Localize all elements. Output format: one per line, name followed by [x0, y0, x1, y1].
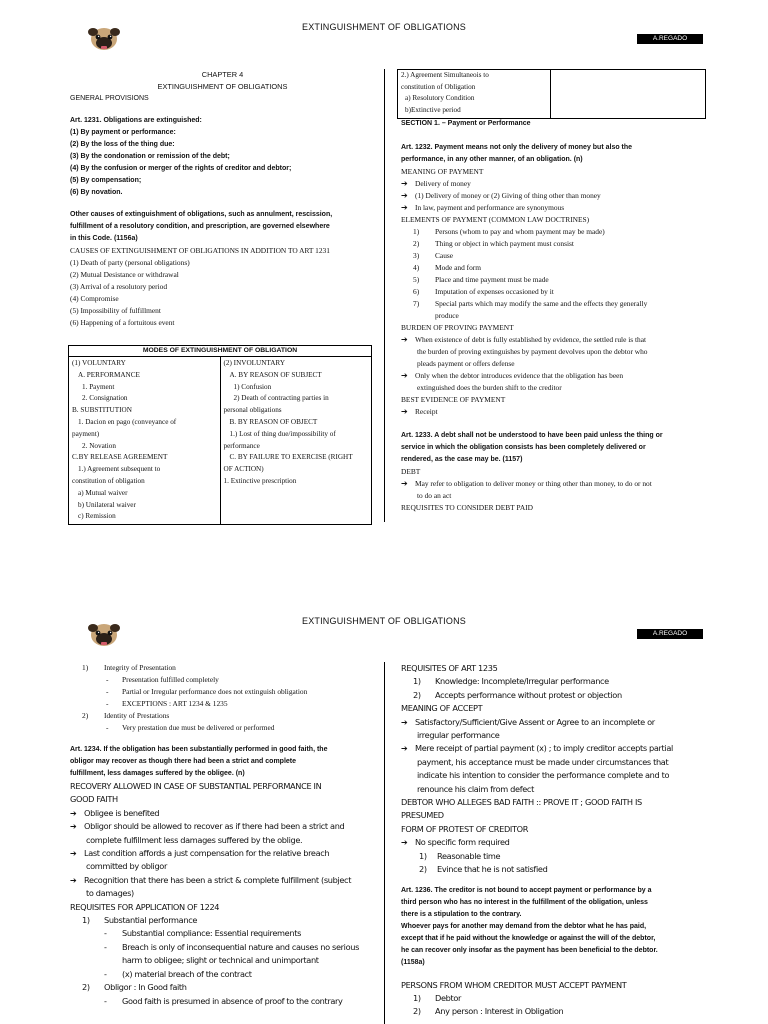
cause-item: (1) Death of party (personal obligations): [70, 258, 190, 267]
element-item: Special parts which may modify the same and the effects they generally: [435, 299, 648, 308]
other-causes-line: fulfillment of a resolutory condition, and prescription, are governed elsewhere: [70, 223, 330, 230]
modes-line: (2) INVOLUNTARY: [223, 359, 286, 367]
art-1233-line: Art. 1233. A debt shall not be understood to have been paid unless the thing or: [401, 432, 663, 439]
recovery-heading: RECOVERY ALLOWED IN CASE OF SUBSTANTIAL PERFORMANCE IN: [70, 781, 322, 791]
arrow-bullet-icon: ➔: [70, 849, 77, 859]
recovery-item: Obligee is benefited: [84, 807, 160, 818]
list-number: 1): [413, 227, 420, 236]
modes-table: [68, 345, 372, 525]
arrow-bullet-icon: ➔: [401, 203, 408, 212]
requisite-item: Substantial compliance: Essential requirements: [122, 928, 301, 939]
section-1-heading: SECTION 1. – Payment or Performance: [401, 120, 531, 127]
causes-heading: CAUSES OF EXTINGUISHMENT OF OBLIGATIONS IN ADDITION TO ART 1231: [70, 246, 330, 255]
requisite-item: Accepts performance without protest or objection: [435, 689, 622, 700]
arrow-bullet-icon: ➔: [401, 717, 408, 727]
requisite-item: Breach is only of inconsequential nature and causes no serious: [122, 941, 359, 952]
modes-line: C. BY FAILURE TO EXERCISE (RIGHT: [229, 453, 353, 462]
pug-dog-logo-icon: [87, 620, 121, 648]
list-number: 2): [413, 239, 420, 248]
list-number: 2): [82, 982, 90, 993]
column-divider: [384, 662, 385, 1024]
element-item: produce: [435, 311, 459, 320]
page1-left-column: [70, 69, 375, 329]
persons-heading: PERSONS FROM WHOM CREDITOR MUST ACCEPT PAYMENT: [401, 979, 627, 990]
meaning-heading: MEANING OF PAYMENT: [401, 167, 484, 176]
chapter-number: CHAPTER 4: [201, 70, 244, 79]
burden-item: When existence of debt is fully established by evidence, the settled rule is that: [415, 335, 647, 344]
list-dash: -: [106, 675, 109, 684]
protest-item: Evince that he is not satisfied: [437, 864, 548, 875]
integrity-item: Partial or Irregular performance does not extinguish obligation: [122, 687, 308, 696]
arrow-bullet-icon: ➔: [70, 875, 77, 885]
meaning-item: (1) Delivery of money or (2) Giving of thing other than money: [415, 191, 601, 200]
arrow-bullet-icon: ➔: [401, 371, 408, 380]
list-dash: -: [104, 941, 107, 952]
modes-line: OF ACTION): [223, 465, 264, 474]
element-item: Thing or object in which payment must consist: [435, 239, 574, 248]
cause-item: (3) Arrival of a resolutory period: [70, 282, 168, 291]
list-number: 1): [82, 663, 89, 672]
list-number: 2): [413, 1006, 421, 1017]
page2-left-column: [70, 662, 375, 1008]
cause-item: (6) Happening of a fortuitous event: [70, 318, 175, 327]
list-number: 2): [82, 711, 89, 720]
other-causes-line: Other causes of extinguishment of obligations, such as annulment, rescission,: [70, 211, 333, 218]
list-number: 5): [413, 275, 420, 284]
bad-faith-heading: PRESUMED: [401, 810, 444, 821]
arrow-bullet-icon: ➔: [401, 407, 408, 416]
person-item: Debtor: [435, 992, 462, 1003]
art-1236-line: (1158a): [401, 958, 425, 966]
meaning-item: In law, payment and performance are synonymous: [415, 203, 565, 212]
table-cell-divider: [550, 70, 551, 118]
recovery-item-cont: committed by obligor: [86, 861, 167, 872]
requisite-item: harm to obligee; slight or technical and unimportant: [122, 955, 319, 966]
recovery-item-cont: complete fulfillment less damages suffered by the oblige.: [86, 834, 303, 845]
modes-line: constitution of Obligation: [401, 82, 476, 91]
protest-item: No specific form required: [415, 837, 510, 848]
art-1236-line: he can recover only insofar as the payment has been beneficial to the debtor.: [401, 946, 658, 954]
best-evidence-item: Receipt: [415, 407, 438, 416]
modes-line: c) Remission: [78, 512, 116, 521]
list-number: 1): [419, 850, 427, 861]
cause-item: (2) Mutual Desistance or withdrawal: [70, 270, 179, 279]
list-number: 3): [413, 251, 420, 260]
art-1234-line: Art. 1234. If the obligation has been substantially performed in good faith, the: [70, 746, 328, 753]
element-item: Mode and form: [435, 263, 481, 272]
bad-faith-heading: DEBTOR WHO ALLEGES BAD FAITH :: PROVE IT ; GOOD FAITH IS: [401, 797, 642, 808]
art-1232-line: Art. 1232. Payment means not only the delivery of money but also the: [401, 144, 633, 151]
accept-item: Mere receipt of partial payment (x) ; to imply creditor accepts partial: [415, 743, 673, 754]
requisites-heading: REQUISITES TO CONSIDER DEBT PAID: [401, 503, 533, 512]
debt-item-cont: to do an act: [417, 491, 452, 500]
list-number: 7): [413, 299, 420, 308]
burden-item-cont: the burden of proving extinguishes by payment devolves upon the debtor who: [417, 347, 648, 356]
list-number: 1): [413, 992, 421, 1003]
recovery-heading: GOOD FAITH: [70, 794, 118, 805]
protest-item: Reasonable time: [437, 850, 501, 861]
modes-line: 1. Payment: [82, 382, 115, 391]
list-dash: -: [104, 928, 107, 939]
art-1231-line: (4) By the confusion or merger of the rights of creditor and debtor;: [70, 165, 292, 172]
arrow-bullet-icon: ➔: [401, 335, 408, 344]
integrity-item: Integrity of Presentation: [104, 663, 176, 672]
art-1231-line: (1) By payment or performance:: [70, 129, 176, 136]
list-number: 2): [419, 864, 427, 875]
art-1236-line: there is a stipulation to the contrary.: [401, 910, 522, 918]
list-number: 1): [82, 915, 90, 926]
requisite-item: Good faith is presumed in absence of proof to the contrary: [122, 995, 343, 1006]
art-1232-line: performance, in any other manner, of an obligation. (n): [401, 156, 583, 163]
art-1236-line: Art. 1236. The creditor is not bound to accept payment or performance by a: [401, 886, 652, 894]
requisites-1235-heading: REQUISITES OF ART 1235: [401, 663, 498, 673]
accept-item-cont: payment, his acceptance must be made under circumstances that: [417, 756, 669, 767]
art-1234-line: obligor may recover as though there had been a strict and complete: [70, 758, 296, 765]
author-badge: A.REGADO: [637, 629, 703, 639]
integrity-item: Very prestation due must be delivered or performed: [122, 723, 275, 732]
modes-line: a) Mutual waiver: [78, 488, 128, 497]
art-1231-line: (3) By the condonation or remission of the debt;: [70, 153, 230, 160]
modes-line: 1.) Agreement subsequent to: [78, 465, 161, 474]
list-dash: -: [104, 968, 107, 979]
arrow-bullet-icon: ➔: [401, 191, 408, 200]
modes-involuntary-cell: [220, 357, 372, 525]
modes-line: performance: [223, 441, 260, 450]
burden-heading: BURDEN OF PROVING PAYMENT: [401, 323, 514, 332]
modes-line: A. BY REASON OF SUBJECT: [229, 370, 322, 379]
modes-line: 1.) Lost of thing due/impossibility of: [229, 429, 336, 438]
accept-item: Satisfactory/Sufficient/Give Assent or Agree to an incomplete or: [415, 716, 655, 727]
list-number: 2): [413, 689, 421, 700]
requisites-1224-heading: REQUISITES FOR APPLICATION OF 1224: [70, 901, 220, 912]
arrow-bullet-icon: ➔: [70, 822, 77, 832]
burden-item-cont: pleads payment or offers defense: [417, 359, 515, 368]
requisite-item: Substantial performance: [104, 915, 198, 926]
requisite-item: (x) material breach of the contract: [122, 968, 252, 979]
debt-item: May refer to obligation to deliver money or thing other than money, to do or not: [415, 479, 652, 488]
modes-line: (1) VOLUNTARY: [72, 359, 126, 367]
requisite-item: Knowledge: Incomplete/Irregular performance: [435, 676, 609, 687]
modes-line: 1) Confusion: [233, 382, 272, 391]
burden-item: Only when the debtor introduces evidence that the obligation has been: [415, 371, 624, 380]
elements-heading: ELEMENTS OF PAYMENT (COMMON LAW DOCTRINES): [401, 215, 590, 224]
list-dash: -: [104, 995, 107, 1006]
section-heading: GENERAL PROVISIONS: [70, 95, 149, 102]
modes-line: 2.) Agreement Simultaneois to: [401, 71, 489, 79]
page2-right-column: [401, 662, 713, 1019]
art-1236-line: Whoever pays for another may demand from the debtor what he has paid,: [401, 922, 647, 930]
page-header-title: EXTINGUISHMENT OF OBLIGATIONS: [302, 616, 466, 626]
protest-heading: FORM OF PROTEST OF CREDITOR: [401, 823, 529, 834]
modes-table-continuation: [397, 69, 706, 119]
art-1231-line: (2) By the loss of the thing due:: [70, 141, 175, 148]
art-1231-line: Art. 1231. Obligations are extinguished:: [70, 117, 202, 124]
list-dash: -: [106, 723, 109, 732]
recovery-item: Recognition that there has been a strict & complete fulfillment (subject: [84, 874, 352, 885]
modes-line: 1. Dacion en pago (conveyance of: [78, 417, 177, 426]
art-1233-line: rendered, as the case may be. (1157): [401, 456, 523, 463]
accept-item-cont: irregular performance: [417, 730, 500, 741]
chapter-title: EXTINGUISHMENT OF OBLIGATIONS: [157, 82, 288, 91]
recovery-item: Last condition affords a just compensation for the relative breach: [84, 848, 330, 859]
element-item: Place and time payment must be made: [435, 275, 549, 284]
modes-table-header: MODES OF EXTINGUISHMENT OF OBLIGATION: [69, 346, 372, 357]
column-divider: [384, 69, 385, 522]
arrow-bullet-icon: ➔: [401, 744, 408, 754]
element-item: Imputation of expenses occasioned by it: [435, 287, 554, 296]
page1-right-column: [401, 118, 711, 514]
other-causes-line: in this Code. (1156a): [70, 235, 138, 242]
art-1233-line: service in which the obligation consists has been completely delivered or: [401, 444, 646, 451]
recovery-item: Obligor should be allowed to recover as if there had been a strict and: [84, 821, 345, 832]
modes-line: 2. Novation: [82, 441, 116, 450]
art-1231-line: (6) By novation.: [70, 189, 123, 196]
list-dash: -: [106, 687, 109, 696]
art-1236-line: third person who has no interest in the fulfillment of the obligation, unless: [401, 898, 648, 906]
modes-line: B. SUBSTITUTION: [72, 406, 132, 415]
best-evidence-heading: BEST EVIDENCE OF PAYMENT: [401, 395, 506, 404]
arrow-bullet-icon: ➔: [401, 479, 408, 488]
accept-item-cont: renounce his claim from defect: [417, 783, 534, 794]
accept-heading: MEANING OF ACCEPT: [401, 703, 483, 714]
modes-line: payment): [72, 429, 100, 438]
list-dash: -: [106, 699, 109, 708]
element-item: Persons (whom to pay and whom payment may be made): [435, 227, 605, 236]
accept-item-cont: indicate his intention to consider the performance complete and to: [417, 770, 670, 781]
modes-line: B. BY REASON OF OBJECT: [229, 417, 318, 426]
modes-line: C.BY RELEASE AGREEMENT: [72, 453, 168, 462]
modes-line: b) Unilateral waiver: [78, 500, 136, 509]
art-1236-line: except that if he paid without the knowledge or against the will of the debtor,: [401, 934, 656, 942]
art-1234-line: fulfillment, less damages suffered by the obligee. (n): [70, 770, 245, 777]
modes-line: a) Resolutory Condition: [405, 94, 475, 102]
element-item: Cause: [435, 251, 454, 260]
pug-dog-logo-icon: [87, 24, 121, 52]
modes-line: 2) Death of contracting parties in: [233, 394, 329, 403]
meaning-item: Delivery of money: [415, 179, 471, 188]
cause-item: (5) Impossibility of fulfillment: [70, 306, 161, 315]
arrow-bullet-icon: ➔: [70, 808, 77, 818]
modes-line: constitution of obligation: [72, 476, 145, 485]
list-number: 4): [413, 263, 420, 272]
author-badge: A.REGADO: [637, 34, 703, 44]
arrow-bullet-icon: ➔: [401, 838, 408, 848]
modes-line: personal obligations: [223, 406, 282, 415]
integrity-item: EXCEPTIONS : ART 1234 & 1235: [122, 699, 228, 708]
integrity-item: Presentation fulfilled completely: [122, 675, 219, 684]
art-1231-line: (5) By compensation;: [70, 177, 142, 184]
person-item: Any person : Interest in Obligation: [435, 1006, 564, 1017]
burden-item-cont: extinguished does the burden shift to the creditor: [417, 383, 562, 392]
page-header-title: EXTINGUISHMENT OF OBLIGATIONS: [302, 22, 466, 32]
cause-item: (4) Compromise: [70, 294, 119, 303]
debt-heading: DEBT: [401, 467, 421, 476]
modes-line: A. PERFORMANCE: [78, 370, 140, 379]
modes-line: 1. Extinctive prescription: [223, 476, 297, 485]
requisite-item: Obligor : In Good faith: [104, 982, 187, 993]
page-2: [0, 590, 768, 1024]
list-number: 1): [413, 676, 421, 687]
modes-voluntary-cell: [69, 357, 221, 525]
recovery-item-cont: to damages): [86, 888, 134, 899]
modes-line: b)Extinctive period: [405, 105, 461, 114]
arrow-bullet-icon: ➔: [401, 179, 408, 188]
modes-line: 2. Consignation: [82, 394, 128, 403]
integrity-item: Identity of Prestations: [104, 711, 170, 720]
list-number: 6): [413, 287, 420, 296]
